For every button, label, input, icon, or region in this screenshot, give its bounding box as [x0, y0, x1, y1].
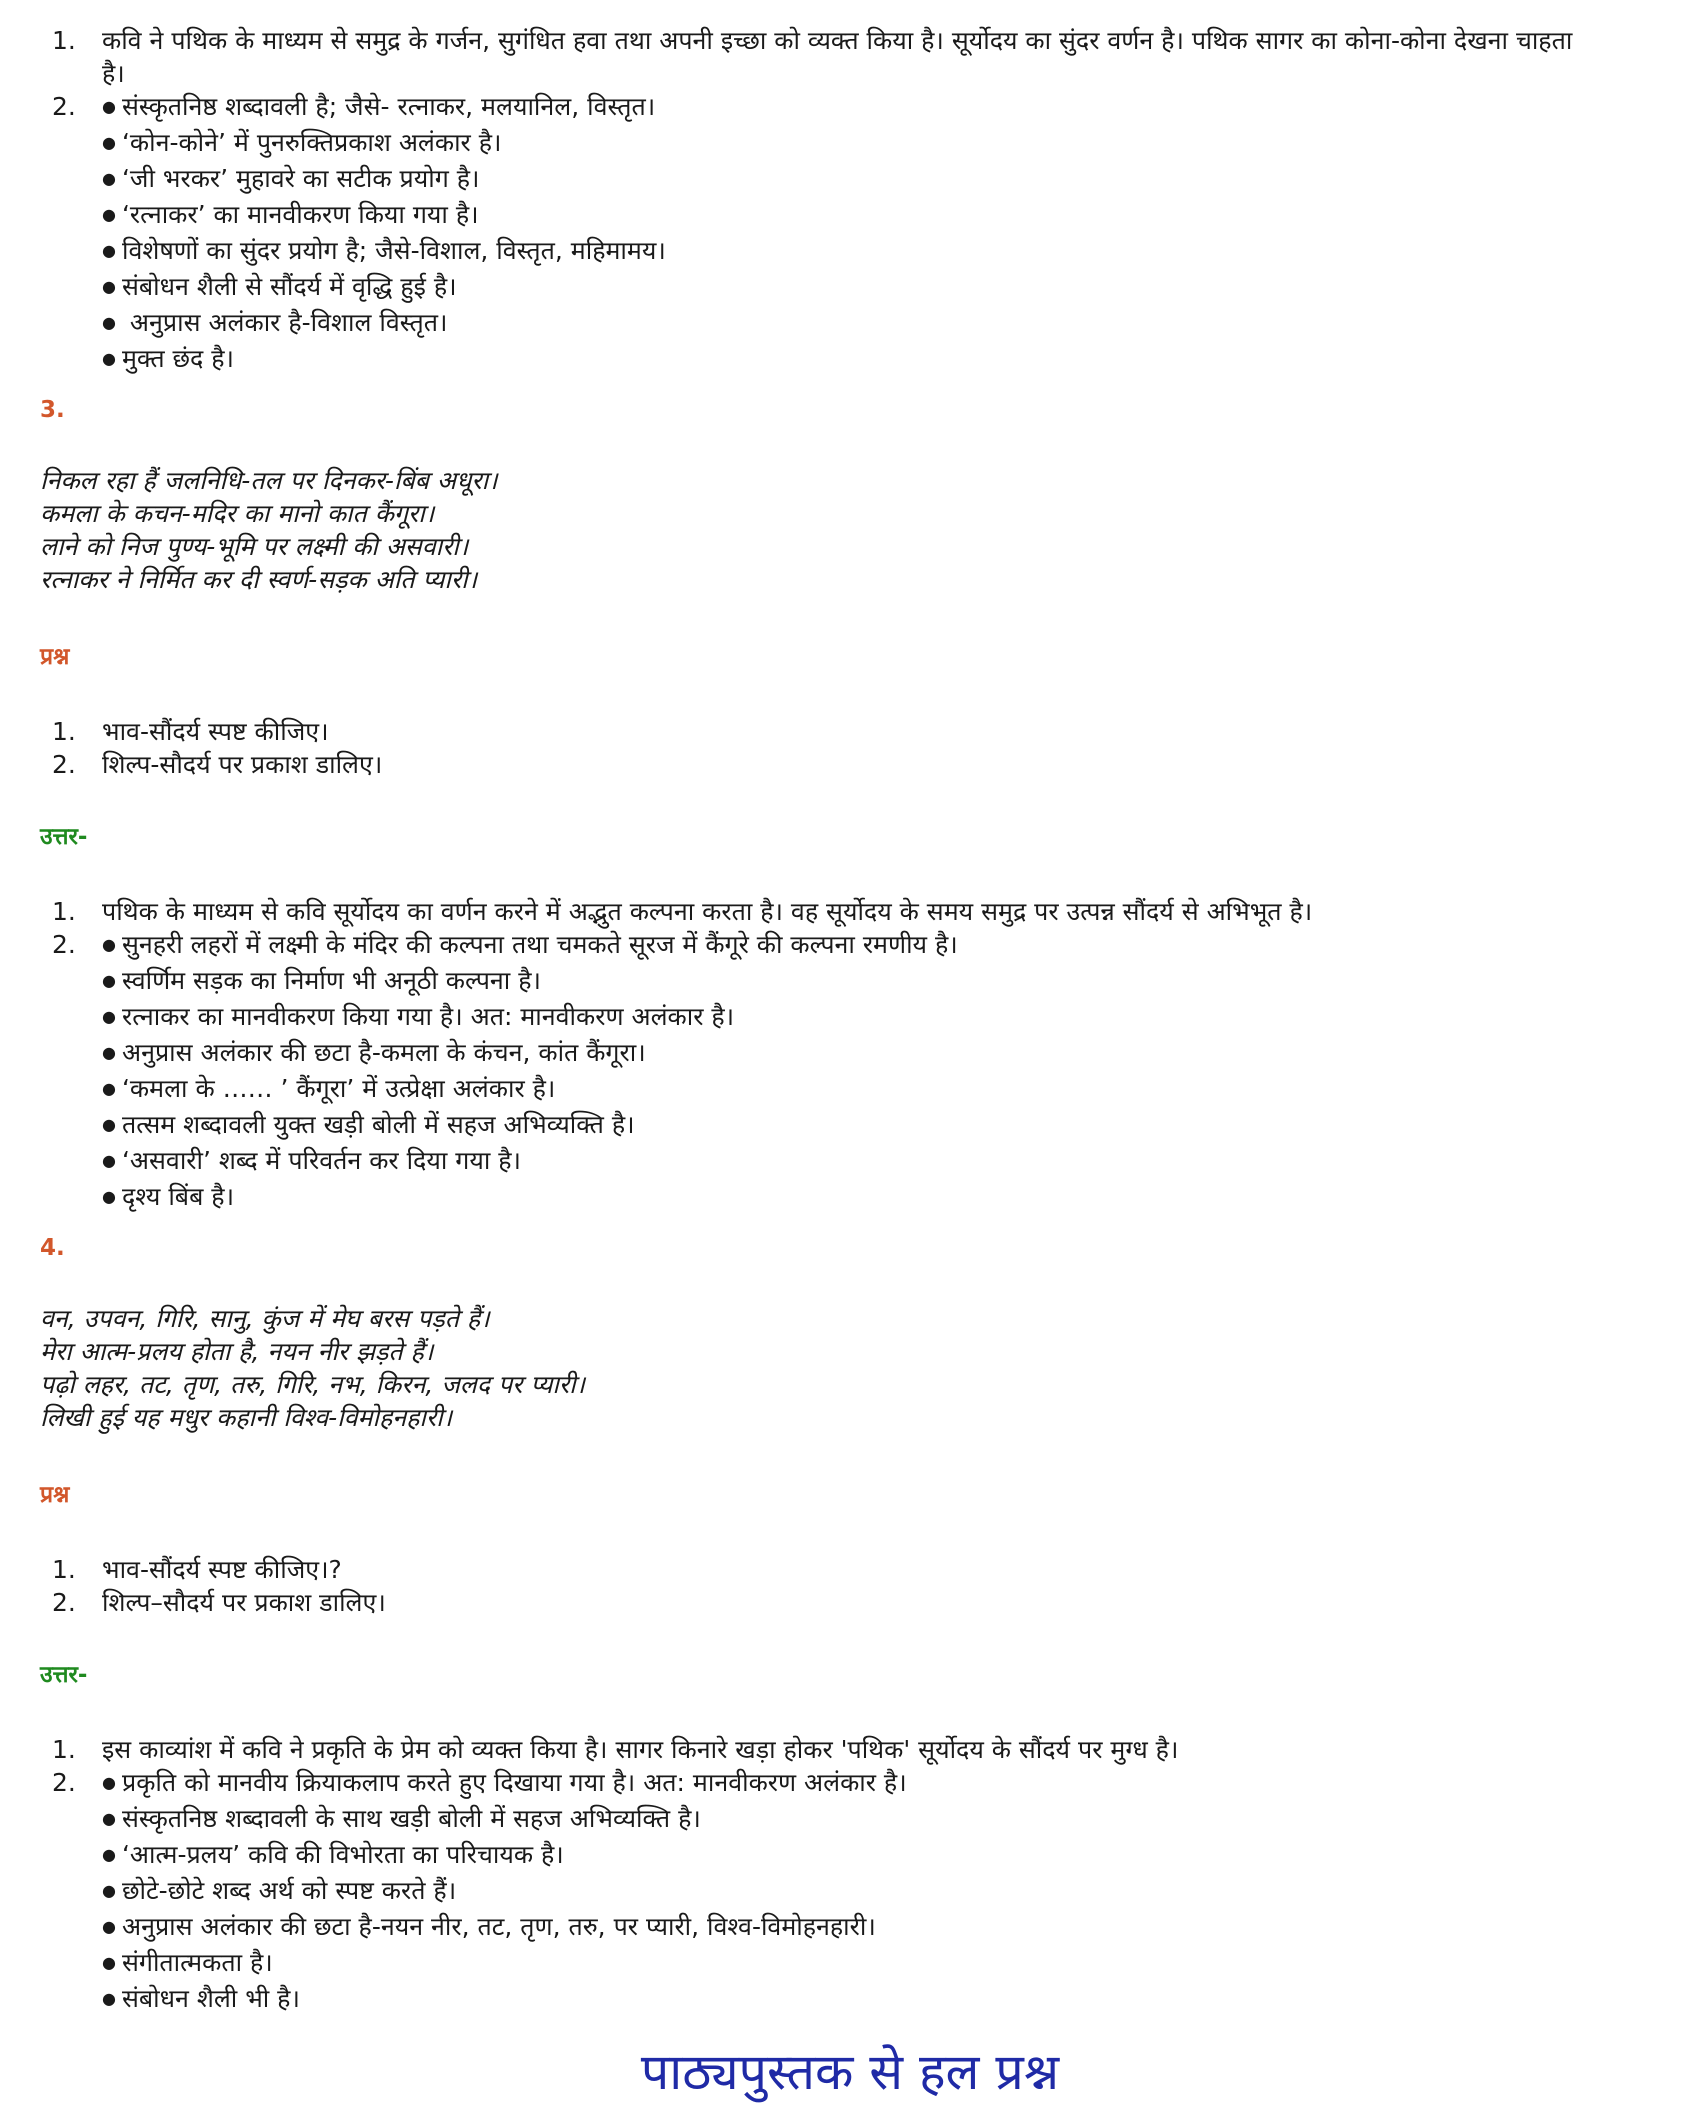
- verse-line: निकल रहा हैं जलनिधि-तल पर दिनकर-बिंब अधूरा।: [40, 466, 498, 495]
- bullet-item: ● ‘रत्नाकर’ का मानवीकरण किया गया है।: [102, 198, 1700, 234]
- verse-line: पढ़ो लहर, तट, तृण, तरु, गिरि, नभ, किरन, जलद पर प्यारी।: [40, 1370, 586, 1399]
- question-number: 1.: [52, 717, 76, 746]
- question-list: [0, 715, 1700, 781]
- bullet-item: ● ‘कोन-कोने’ में पुनरुक्तिप्रकाश अलंकार है।: [102, 126, 1700, 162]
- bullet-item: ● अनुप्रास अलंकार की छटा है-नयन नीर, तट, तृण, तरु, पर प्यारी, विश्व-विमोहनहारी।: [102, 1910, 1700, 1946]
- section2-answers: [0, 24, 1700, 378]
- question-text: भाव-सौंदर्य स्पष्ट कीजिए।: [102, 717, 329, 746]
- question-item: [0, 748, 1700, 781]
- question-heading: प्रश्न: [40, 1482, 70, 1508]
- bullet-item: ● रत्नाकर का मानवीकरण किया गया है। अत: मानवीकरण अलंकार है।: [102, 1000, 1700, 1036]
- bullet-item: ● अनुप्रास अलंकार की छटा है-कमला के कंचन, कांत कैंगूरा।: [102, 1036, 1700, 1072]
- answer-number: 2.: [52, 1768, 76, 1797]
- question-text: भाव-सौंदर्य स्पष्ट कीजिए।?: [102, 1555, 342, 1584]
- verse-line: कमला के कचन-मदिर का मानो कात कैंगूरा।: [40, 499, 435, 528]
- question-text: शिल्प–सौदर्य पर प्रकाश डालिए।: [102, 1588, 386, 1617]
- section-title: पाठ्यपुस्तक से हल प्रश्न: [640, 2043, 1060, 2101]
- answer-number: 1.: [52, 897, 76, 926]
- question-number: 2.: [52, 1588, 76, 1617]
- answer-text-line: है।: [102, 59, 125, 88]
- verse-line: वन, उपवन, गिरि, सानु, कुंज में मेघ बरस पड़ते हैं।: [40, 1304, 490, 1333]
- answer-number: 2.: [52, 92, 76, 121]
- bullet-item: ● प्रकृति को मानवीय क्रियाकलाप करते हुए दिखाया गया है। अत: मानवीकरण अलंकार है।: [102, 1766, 1700, 1802]
- verse-line: रत्नाकर ने निर्मित कर दी स्वर्ण-सड़क अति प्यारी।: [40, 565, 478, 594]
- answer-heading: उत्तर-: [40, 824, 88, 850]
- bullet-item: ● संबोधन शैली भी है।: [102, 1982, 1700, 2018]
- verse-line: मेरा आत्म-प्रलय होता है, नयन नीर झड़ते हैं।: [40, 1337, 434, 1366]
- answer-item-1: [0, 24, 1700, 90]
- answer-text-line: कवि ने पथिक के माध्यम से समुद्र के गर्जन, सुगंधित हवा तथा अपनी इच्छा को व्यक्त किया है। सूर्योदय का सुंदर वर्णन है। पथिक सागर का कोना-कोना देखना चाहता: [102, 26, 1573, 55]
- bullet-item: ● तत्सम शब्दावली युक्त खड़ी बोली में सहज अभिव्यक्ति है।: [102, 1108, 1700, 1144]
- answer-text-line: पथिक के माध्यम से कवि सूर्योदय का वर्णन करने में अद्भुत कल्पना करता है। वह सूर्योदय के समय समुद्र पर उत्पन्न सौंदर्य से अभिभूत है।: [102, 897, 1313, 926]
- answer-number: 1.: [52, 1735, 76, 1764]
- bullet-item: ● ‘असवारी’ शब्द में परिवर्तन कर दिया गया है।: [102, 1144, 1700, 1180]
- question-item: [0, 1553, 1700, 1586]
- question-heading: प्रश्न: [40, 644, 70, 670]
- question-number: 2.: [52, 750, 76, 779]
- verse-line: लिखी हुई यह मधुर कहानी विश्व-विमोहनहारी।: [40, 1403, 453, 1432]
- section-number: 4.: [40, 1235, 65, 1261]
- section-number: 3.: [40, 397, 65, 423]
- bullet-item: ● संस्कृतनिष्ठ शब्दावली है; जैसे- रत्नाकर, मलयानिल, विस्तृत।: [102, 90, 1700, 126]
- question-item: [0, 715, 1700, 748]
- question-list: [0, 1553, 1700, 1619]
- bullet-item: ● ‘कमला के …… ’ कैंगूरा’ में उत्प्रेक्षा अलंकार है।: [102, 1072, 1700, 1108]
- answer-text-line: इस काव्यांश में कवि ने प्रकृति के प्रेम को व्यक्त किया है। सागर किनारे खड़ा होकर 'पथिक' सूर्योदय के सौंदर्य पर मुग्ध है।: [102, 1735, 1179, 1764]
- question-item: [0, 1586, 1700, 1619]
- poem-verse: [40, 464, 498, 596]
- answer-heading: उत्तर-: [40, 1662, 88, 1688]
- bullet-item: ● ‘जी भरकर’ मुहावरे का सटीक प्रयोग है।: [102, 162, 1700, 198]
- bullet-item: ● स्वर्णिम सड़क का निर्माण भी अनूठी कल्पना है।: [102, 964, 1700, 1000]
- bullet-item: ● ‘आत्म-प्रलय’ कवि की विभोरता का परिचायक है।: [102, 1838, 1700, 1874]
- bullet-item: ● संबोधन शैली से सौंदर्य में वृद्धि हुई है।: [102, 270, 1700, 306]
- bullet-item: ● विशेषणों का सुंदर प्रयोग है; जैसे-विशाल, विस्तृत, महिमामय।: [102, 234, 1700, 270]
- bullet-item: ● अनुप्रास अलंकार है-विशाल विस्तृत।: [102, 306, 1700, 342]
- poem-verse: [40, 1302, 585, 1434]
- verse-line: लाने को निज पुण्य-भूमि पर लक्ष्मी की असवारी।: [40, 532, 469, 561]
- bullet-item: ● दृश्य बिंब है।: [102, 1180, 1700, 1216]
- answer-number: 2.: [52, 930, 76, 959]
- bullet-item: ● छोटे-छोटे शब्द अर्थ को स्पष्ट करते हैं।: [102, 1874, 1700, 1910]
- answer-item-2: [0, 928, 1700, 1216]
- answer-item-2: [0, 90, 1700, 378]
- answer-number: 1.: [52, 26, 76, 55]
- question-text: शिल्प-सौदर्य पर प्रकाश डालिए।: [102, 750, 383, 779]
- section3-answers: [0, 895, 1700, 1216]
- answer-item-1: [0, 895, 1700, 928]
- bullet-item: ● संगीतात्मकता है।: [102, 1946, 1700, 1982]
- bullet-item: ● सुनहरी लहरों में लक्ष्मी के मंदिर की कल्पना तथा चमकते सूरज में कैंगूरे की कल्पना रमणीय है।: [102, 928, 1700, 964]
- answer-item-2: [0, 1766, 1700, 2018]
- answer-item-1: [0, 1733, 1700, 1766]
- bullet-item: ● मुक्त छंद है।: [102, 342, 1700, 378]
- question-number: 1.: [52, 1555, 76, 1584]
- section4-answers: [0, 1733, 1700, 2018]
- bullet-item: ● संस्कृतनिष्ठ शब्दावली के साथ खड़ी बोली में सहज अभिव्यक्ति है।: [102, 1802, 1700, 1838]
